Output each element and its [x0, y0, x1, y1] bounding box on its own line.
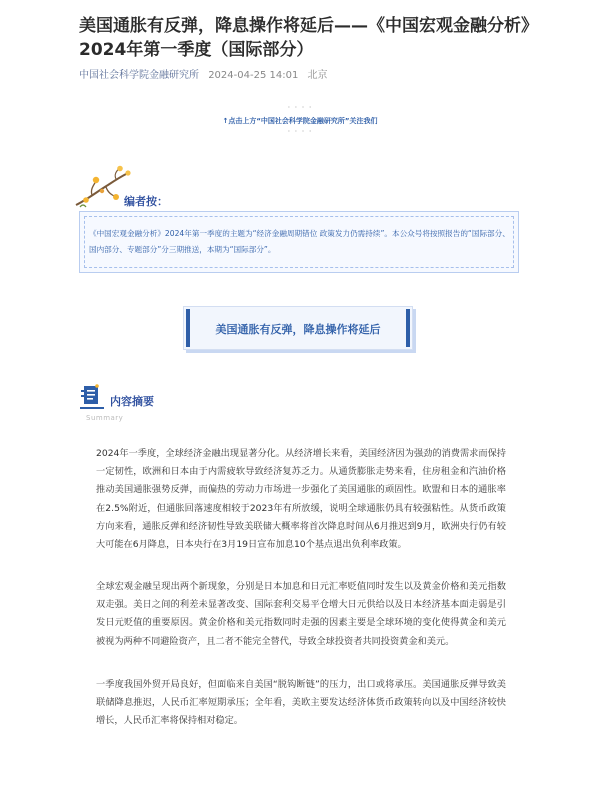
source-link[interactable]: 中国社会科学院金融研究所	[79, 70, 199, 81]
editor-note-box	[79, 211, 519, 273]
follow-prompt[interactable]: ↑点击上方“中国社会科学院金融研究所”关注我们	[222, 117, 378, 125]
section-banner	[183, 306, 413, 350]
branch-with-blossoms-icon	[72, 165, 132, 213]
summary-title: 内容摘要	[110, 395, 154, 408]
publish-datetime: 2024-04-25 14:01	[208, 70, 299, 81]
document-summary-icon	[80, 384, 104, 410]
summary-subtitle: Summary	[86, 414, 124, 422]
banner-title: 美国通胀有反弹，降息操作将延后	[215, 323, 381, 336]
article-title: 美国通胀有反弹，降息操作将延后——《中国宏观金融分析》2024年第一季度（国际部分）	[79, 16, 538, 60]
dots-divider-bottom: · · · ·	[287, 127, 313, 136]
dots-divider-top: · · · ·	[287, 103, 313, 112]
summary-paragraph-3: 一季度我国外贸开局良好，但面临来自美国“脱钩断链”的压力，出口或将承压。美国通胀反弹导致美联储降息推迟，人民币汇率短期承压；全年看，美欧主要发达经济体货币政策转向以及中国经济较快增长，人民币汇率将保持相对稳定。	[96, 679, 506, 727]
publish-location: 北京	[307, 70, 328, 81]
summary-paragraph-2: 全球宏观金融呈现出两个新现象，分别是日本加息和日元汇率贬值同时发生以及黄金价格和美元指数双走强。美日之间的利差未显著改变、国际套利交易平仓增大日元供给以及日本经济基本面走弱是引发日元贬值的重要原因。黄金价格和美元指数同时走强的因素主要是全球环境的变化使得黄金和美元被视为两种不同避险资产，且二者不能完全替代，导致全球投资者共同投资黄金和美元。	[96, 581, 506, 647]
article-meta	[79, 66, 334, 81]
summary-paragraph-1: 2024年一季度，全球经济金融出现显著分化。从经济增长来看，美国经济因为强劲的消费需求而保持一定韧性，欧洲和日本由于内需疲软导致经济复苏乏力。从通货膨胀走势来看，住房租金和汽油价格推动美国通胀强势反弹，而偏热的劳动力市场进一步强化了美国通胀的顽固性。欧盟和日本的通胀率在2.5%附近，但通胀回落速度相较于2023年有所放缓，说明全球通胀仍具有较强粘性。从货币政策方向来看，通胀反弹和经济韧性导致美联储大概率将首次降息时间从6月推迟到9月，欧洲央行仍有较大可能在6月降息，日本央行在3月19日宣布加息10个基点退出负利率政策。	[96, 448, 506, 551]
editor-note-text: 《中国宏观金融分析》2024年第一季度的主题为“经济金融周期错位 政策发力仍需持续”。本公众号将按照报告的“国际部分、国内部分、专题部分”分三期推送，本期为“国际部分”。	[89, 229, 510, 254]
editor-note-label: 编者按：	[124, 195, 168, 208]
